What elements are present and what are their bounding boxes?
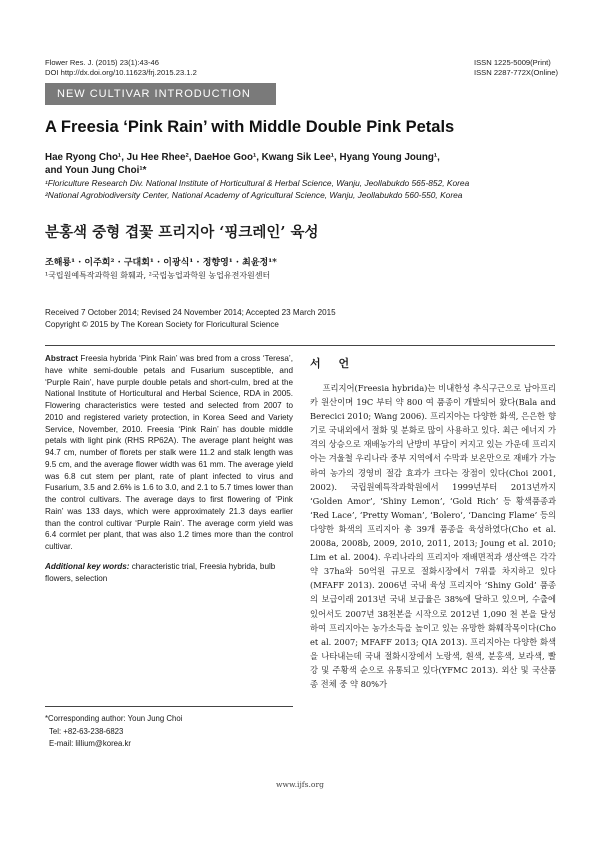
divider-top <box>45 345 555 346</box>
authors-line-2: and Youn Jung Choi¹* <box>45 165 147 176</box>
abstract-text: Freesia hybrida ‘Pink Rain’ was bred from a cross ‘Teresa’, have white semi-double petals and Fusarium susceptible, and ‘Purple Rain’, have purple double petals and short-culm, bred at the National Institute of Horticultural and Herbal Science, RDA in 2005. Flowering characteristics were tested and selected from 2007 to 2010 and registered variety protection, in Korea Seed and Variety Service, November, 2010. Freesia ‘Pink Rain’ has double middle petals with light pink (RHS RP62A). The average plant height was 94.7 cm, number of florets per stalk were 11.2 and stalk length was 9.5 cm, and the average flower width was 61 mm. The average yield was 6.8 cut stem per plant, rate of plant infected to virus and Fusarium, 3.5 and 2.6% is 1.6 to 3.0, and 2.1 to 5.7 times lower than the control cultivars. The average days to first flowering of ‘Pink Rain’ was 133 days, which were approximately 21.3 days earlier than the control cultivar ‘Purple Rain’. The average corm yield was 6.4 cormlet per plant, that was also 1.2 times more than the control cultivar. <box>45 354 293 551</box>
section-banner: NEW CULTIVAR INTRODUCTION <box>45 83 276 105</box>
affiliation-1: ¹Floriculture Research Div. National Institute of Horticultural & Herbal Science, Wanju, Jeollabukdo 565-852, Korea <box>45 178 470 188</box>
email[interactable]: E-mail: lillium@korea.kr <box>49 739 131 748</box>
author-list <box>45 151 565 177</box>
corresponding-author: *Corresponding author: Youn Jung Choi <box>45 714 183 723</box>
korean-title: 분홍색 중형 겹꽃 프리지아 ‘핑크레인’ 육성 <box>45 224 319 241</box>
issn-print: ISSN 1225-5009(Print) <box>474 58 551 67</box>
affiliations <box>45 178 565 201</box>
divider-correspondence <box>45 706 293 707</box>
telephone: Tel: +82-63-238-6823 <box>49 726 124 736</box>
abstract <box>45 353 293 553</box>
keywords <box>45 561 293 585</box>
journal-website[interactable]: www.ijfs.org <box>276 780 324 789</box>
article-history <box>45 307 336 330</box>
received-dates: Received 7 October 2014; Revised 24 November 2014; Accepted 23 March 2015 <box>45 308 336 317</box>
paper-title: A Freesia ‘Pink Rain’ with Middle Double Pink Petals <box>45 118 455 136</box>
copyright-line: Copyright © 2015 by The Korean Society for Floricultural Science <box>45 319 279 329</box>
affiliation-2: ²National Agrobiodiversity Center, National Academy of Agricultural Science, Wanju, Jeollabukdo 560-550, Korea <box>45 189 463 200</box>
correspondence <box>45 713 293 751</box>
keywords-text: characteristic trial, Freesia hybrida, bulb flowers, selection <box>45 562 276 583</box>
korean-affiliations: ¹국립원예특작과학원 화훼과, ²국립농업과학원 농업유전자원센터 <box>45 271 271 280</box>
doi-link[interactable]: DOI http://dx.doi.org/10.11623/frj.2015.23.1.2 <box>45 68 197 77</box>
keywords-label: Additional key words: <box>45 562 130 571</box>
authors-line-1: Hae Ryong Cho¹, Ju Hee Rhee², DaeHoe Goo¹, Kwang Sik Lee¹, Hyang Young Joung¹, <box>45 152 440 163</box>
korean-authors: 조해룡¹ · 이주희² · 구대회¹ · 이광식¹ · 정향영¹ · 최윤정¹* <box>45 258 277 268</box>
abstract-label: Abstract <box>45 354 78 363</box>
issn-online: ISSN 2287-772X(Online) <box>474 68 558 77</box>
section-heading-introduction: 서 언 <box>310 357 357 370</box>
journal-citation: Flower Res. J. (2015) 23(1):43-46 <box>45 58 159 67</box>
introduction-body: 프리지어(Freesia hybrida)는 비내한성 추식구근으로 남아프리카 원산이며 19C 부터 약 800 여 품종이 개발되어 왔다(Bala and Berecici 2010; Wang 2006). 프리지아는 다양한 화색, 은은한 향기로 국내외에서 절화 및 분화로 많이 사용하고 있다. 최근 에너지 가격의 상승으로 재배농가의 난방비 부담이 커지고 있는 가운데 프리지아는 겨울철 우리나라 중부 지역에서 수막과 보온만으로 재배가 가능하여 농가의 경영비 절감 효과가 크다는 장점이 있다(Choi 2001, 2002). 국립원예특작과학원에서 1999년부터 2013년까지 ‘Golden Amor’, ‘Shiny Lemon’, ‘Gold Rich’ 등 황색품종과 ‘Red Lace’, ‘Pretty Woman’, ‘Bolero’, ‘Dancing Flame’ 등의 다양한 화색의 프리지아 총 39개 품종을 육성하였다(Cho et al. 2008a, 2008b, 2009, 2010, 2011, 2013; Joung et al. 2010; Lim et al. 2004). 우리나라의 프리지아 재배면적과 생산액은 각각 약 37ha와 50억원 규모로 절화시장에서 7위를 차지하고 있다(MFAFF 2013). 2006년 국내 육성 프리지아 ‘Shiny Gold’ 품종의 보급이래 2013년 국내 보급율은 38%에 달하고 있으며, 수출에 있어서도 2007년 38천본을 시작으로 2012년 1,090 천 본을 달성하여 프리지아는 농가소득을 높이고 있는 유망한 화훼작목이다(Cho et al. 2007; MFAFF 2013; QIA 2013). 프리지아는 다양한 화색을 나타내는데 국내 절화시장에서 노랑색, 흰색, 분홍색, 보라색, 빨강 및 주황색 순으로 유통되고 있다(YFMC 2013). 외산 및 국산품종 전체 중 약 80%가 <box>310 383 556 689</box>
